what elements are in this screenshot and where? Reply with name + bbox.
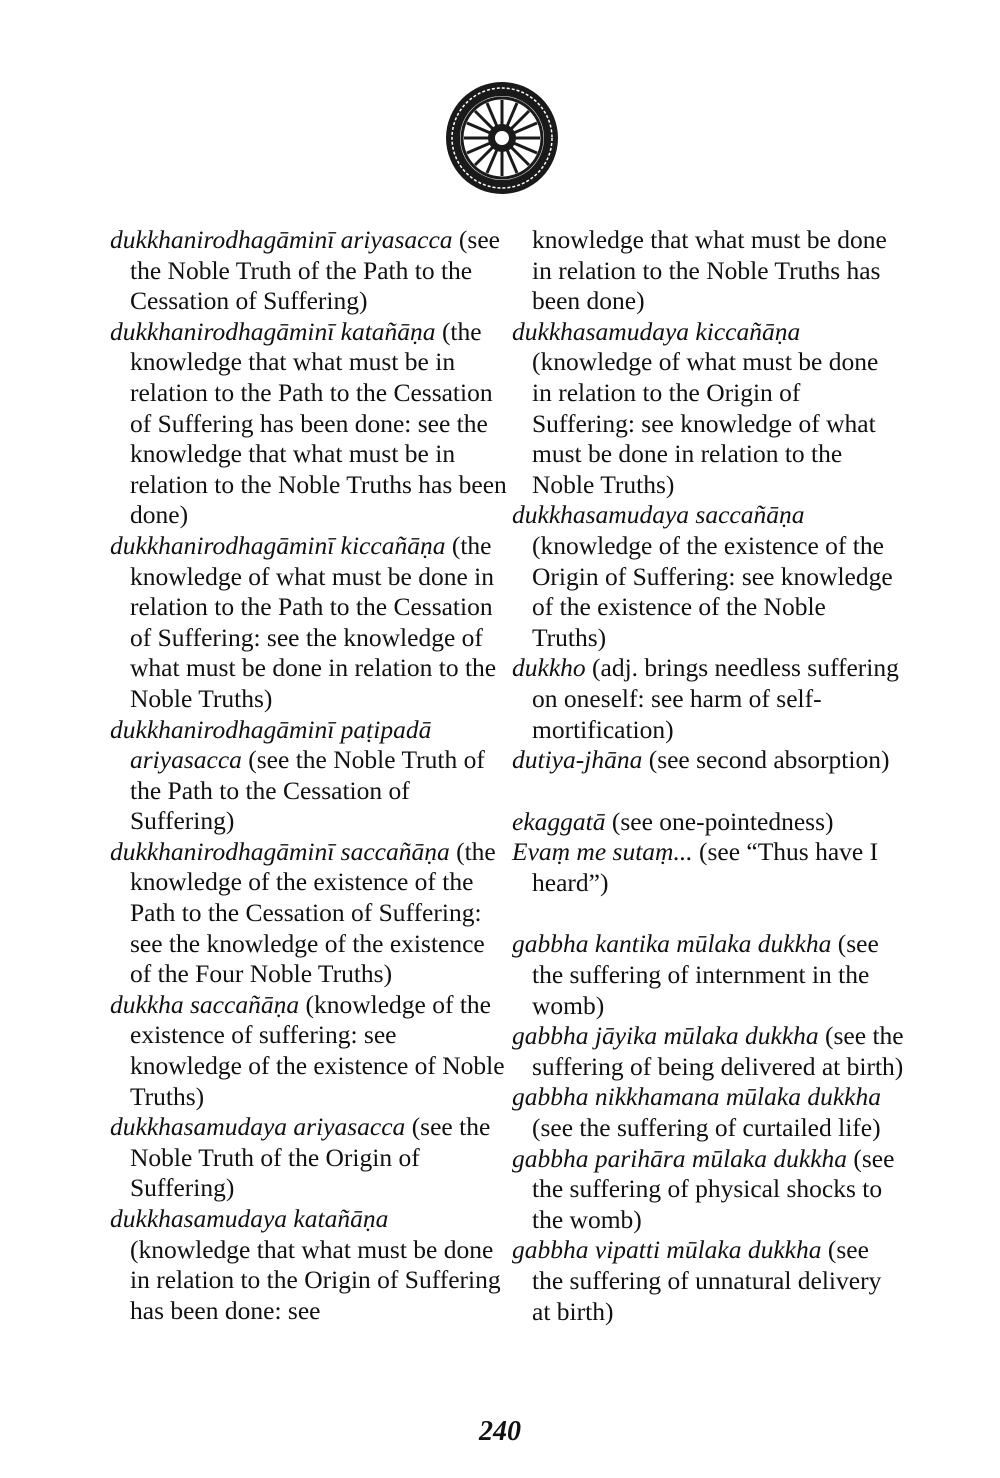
glossary-entry [110, 317, 508, 531]
entry-term: dukkhanirodhagāminī paṭipadā ariyasacca [110, 714, 432, 775]
glossary-entry [512, 929, 904, 1021]
entry-definition: (see the suffering of internment in the womb) [532, 929, 879, 1020]
entry-term: gabbha kantika mūlaka dukkha [512, 929, 832, 959]
entry-definition: (the knowledge of the existence of the Path to the Cessation of Suffering: see the knowledge of the existence of the Four Noble Truths) [130, 836, 496, 989]
entry-term: dukkhasamudaya ariyasacca [110, 1112, 406, 1142]
entry-term: gabbha parihāra mūlaka dukkha [512, 1143, 848, 1173]
entry-term: dukkhasamudaya katañāṇa [110, 1204, 389, 1233]
entry-term: gabbha vipatti mūlaka dukkha [512, 1235, 822, 1265]
glossary-entry [110, 225, 508, 317]
glossary-entry [512, 807, 904, 838]
right-column [512, 225, 904, 1327]
glossary-entry [512, 653, 904, 745]
entry-term: gabbha jāyika mūlaka dukkha [512, 1021, 819, 1051]
glossary-entry [512, 745, 904, 776]
entry-definition: (see the suffering of curtailed life) [532, 1113, 881, 1143]
entry-term: gabbha nikkhamana mūlaka dukkha [512, 1082, 881, 1112]
entry-term: dukkhasamudaya saccañāṇa [512, 500, 805, 530]
entry-term: dukkhasamudaya kiccañāṇa [512, 316, 801, 346]
page-number: 240 [479, 1416, 521, 1447]
entry-definition: (knowledge of the existence of the Origin of Suffering: see knowledge of the existence of the Noble Truths) [532, 530, 893, 652]
entry-definition: (see the suffering of unnatural delivery at birth) [532, 1235, 882, 1326]
entry-definition: (see second absorption) [642, 745, 890, 775]
glossary-entry [512, 317, 904, 501]
entry-spacer [512, 898, 904, 929]
entry-definition: (see the suffering of being delivered at birth) [532, 1021, 904, 1081]
entry-term: ekaggatā [512, 806, 606, 836]
entry-definition: knowledge that what must be done in relation to the Noble Truths has been done) [532, 225, 887, 316]
entry-definition: (see the Noble Truth of the Origin of Suffering) [130, 1112, 491, 1203]
entry-term: Evaṃ me sutaṃ... [512, 837, 693, 867]
entry-term: dukkhanirodhagāminī saccañāṇa [110, 836, 450, 866]
entry-definition: (see the suffering of physical shocks to the womb) [532, 1143, 895, 1234]
left-column [110, 225, 508, 1326]
entry-definition: (see “Thus have I heard”) [532, 837, 879, 897]
glossary-entry [512, 225, 904, 317]
entry-definition: (see the Noble Truth of the Path to the Cessation of Suffering) [130, 745, 485, 836]
glossary-entry [110, 531, 508, 715]
entry-term: dukkho [512, 653, 586, 683]
glossary-entry [512, 1082, 904, 1143]
glossary-entry [512, 1144, 904, 1236]
entry-definition: (see the Noble Truth of the Path to the Cessation of Suffering) [130, 225, 500, 316]
entry-definition: (knowledge of the existence of suffering: see knowledge of the existence of Noble Truths) [130, 989, 505, 1111]
entry-definition: (adj. brings needless suffering on oneself: see harm of self-mortification) [532, 653, 899, 744]
dharma-wheel-icon [444, 80, 560, 196]
entry-definition: (the knowledge of what must be done in relation to the Path to the Cessation of Suffering: see the knowledge of what must be done in relation to the Noble Truths) [130, 530, 497, 713]
entry-definition: (the knowledge that what must be in relation to the Path to the Cessation of Suffering has been done: see the knowledge that what must be in relation to the Noble Truths has been done) [130, 316, 507, 530]
glossary-entry [110, 990, 508, 1112]
glossary-entry [512, 1235, 904, 1327]
glossary-entry [110, 1112, 508, 1204]
entry-term: dukkha saccañāṇa [110, 989, 300, 1019]
glossary-entry [110, 1204, 508, 1326]
entry-spacer [512, 776, 904, 807]
entry-term: dutiya-jhāna [512, 745, 643, 775]
entry-term: dukkhanirodhagāminī kiccañāṇa [110, 530, 446, 560]
entry-definition: (knowledge of what must be done in relation to the Origin of Suffering: see knowledge of what must be done in relation to the Noble Truths) [532, 347, 879, 499]
glossary-entry [512, 837, 904, 898]
glossary-entry [110, 837, 508, 990]
entry-definition: (see one-pointedness) [605, 806, 834, 836]
glossary-entry [512, 1021, 904, 1082]
entry-definition: (knowledge that what must be done in relation to the Origin of Suffering has been done: see [130, 1234, 501, 1325]
entry-term: dukkhanirodhagāminī katañāṇa [110, 316, 436, 346]
entry-term: dukkhanirodhagāminī ariyasacca [110, 225, 453, 254]
glossary-entry [110, 715, 508, 837]
glossary-entry [512, 500, 904, 653]
